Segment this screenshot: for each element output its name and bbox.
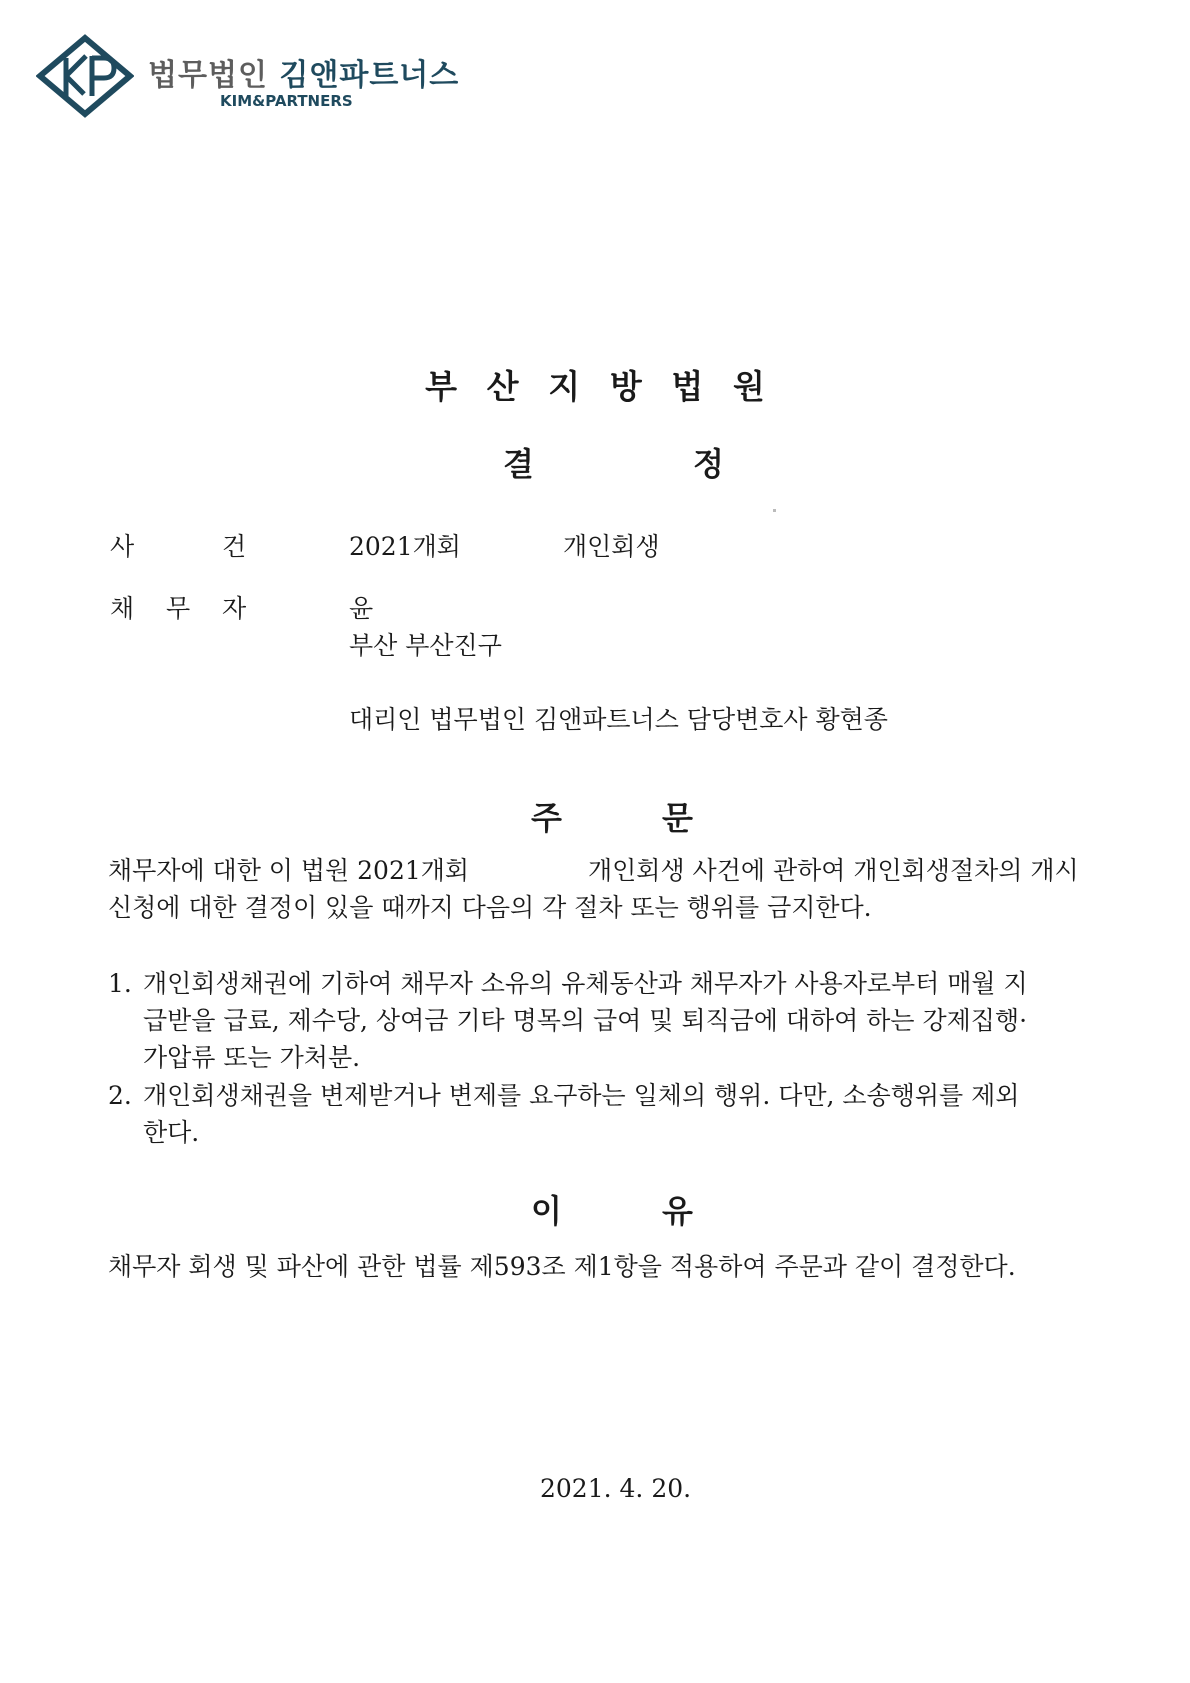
order-item-line: 가압류 또는 가처분. [143, 1043, 361, 1072]
debtor-label-char-2: 무 [166, 594, 191, 623]
firm-logo-english: KIM&PARTNERS [220, 92, 353, 110]
order-intro-line1-b: 개인회생 사건에 관하여 개인회생절차의 개시 [588, 856, 1079, 885]
case-type: 개인회생 [563, 532, 660, 561]
firm-logo-korean [148, 50, 459, 94]
scan-speck [773, 509, 776, 512]
order-intro-line2: 신청에 대한 결정이 있을 때까지 다음의 각 절차 또는 행위를 금지한다. [108, 893, 872, 922]
order-item-number: 2. [108, 1081, 132, 1110]
order-item-line: 급받을 급료, 제수당, 상여금 기타 명목의 급여 및 퇴직금에 대하여 하는 강제집행· [143, 1006, 1028, 1035]
doc-title-right: 정 [693, 445, 724, 483]
kp-diamond-logo-icon [36, 34, 134, 118]
reason-heading-right: 유 [662, 1192, 693, 1230]
case-label-char-1: 사 [110, 532, 135, 561]
order-item-line: 개인회생채권에 기하여 채무자 소유의 유체동산과 채무자가 사용자로부터 매월 지 [143, 969, 1028, 998]
debtor-agent: 대리인 법무법인 김앤파트너스 담당변호사 황현종 [349, 705, 888, 734]
order-heading-left: 주 [531, 799, 562, 837]
reason-text: 채무자 회생 및 파산에 관한 법률 제593조 제1항을 적용하여 주문과 같이 결정한다. [108, 1252, 1016, 1281]
debtor-label-char-1: 채 [110, 594, 135, 623]
debtor-name: 윤 [349, 594, 374, 623]
firm-name: 김앤파트너스 [279, 58, 460, 93]
court-name: 부산지방법원 [425, 367, 795, 406]
firm-prefix: 법무법인 [148, 58, 268, 93]
reason-heading-left: 이 [531, 1192, 562, 1230]
order-heading-right: 문 [662, 799, 693, 837]
debtor-label-char-3: 자 [222, 594, 247, 623]
debtor-address: 부산 부산진구 [349, 631, 502, 660]
doc-title-left: 결 [503, 445, 534, 483]
case-number: 2021개회 [349, 532, 461, 561]
decision-date: 2021. 4. 20. [540, 1474, 692, 1503]
order-intro-line1-a: 채무자에 대한 이 법원 2021개회 [108, 856, 470, 885]
order-item-line: 개인회생채권을 변제받거나 변제를 요구하는 일체의 행위. 다만, 소송행위를 제외 [143, 1081, 1020, 1110]
case-label-char-2: 건 [222, 532, 247, 561]
order-item-line: 한다. [143, 1118, 200, 1147]
order-item-number: 1. [108, 969, 132, 998]
